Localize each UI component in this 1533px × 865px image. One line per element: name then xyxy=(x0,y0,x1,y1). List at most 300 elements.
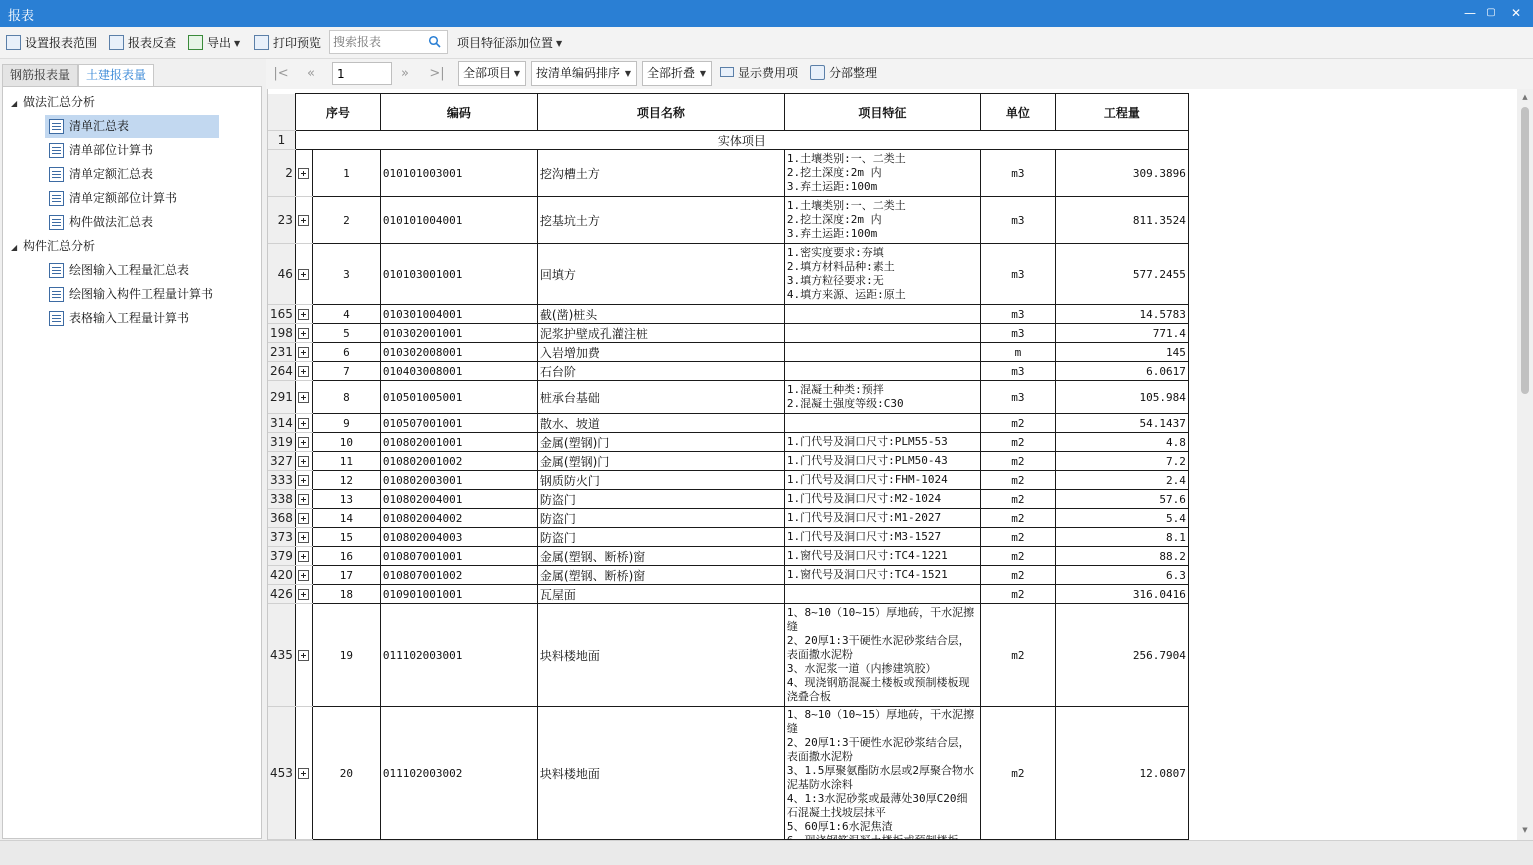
expand-plus-icon[interactable] xyxy=(298,168,309,179)
expand-toggle[interactable] xyxy=(295,343,312,362)
tree-group-label: 做法汇总分析 xyxy=(23,95,96,109)
cell-unit: m2 xyxy=(980,433,1055,452)
expand-toggle[interactable] xyxy=(295,381,312,414)
cell-name: 金属(塑钢、断桥)窗 xyxy=(537,566,784,585)
cell-seq: 11 xyxy=(312,452,380,471)
layers-icon xyxy=(810,65,825,80)
cell-name: 防盗门 xyxy=(537,528,784,547)
cell-feature xyxy=(784,566,980,585)
expand-plus-icon[interactable] xyxy=(298,475,309,486)
feature-position-label: 项目特征添加位置 xyxy=(457,36,554,50)
expand-toggle[interactable] xyxy=(295,566,312,585)
expand-toggle[interactable] xyxy=(295,433,312,452)
set-report-range-label: 设置报表范围 xyxy=(25,36,98,50)
expand-plus-icon[interactable] xyxy=(298,494,309,505)
cell-qty: 811.3524 xyxy=(1055,197,1188,244)
expand-plus-icon[interactable] xyxy=(298,437,309,448)
feature-text: 1.窗代号及洞口尺寸:TC4-1221 xyxy=(786,549,948,562)
table-row[interactable] xyxy=(268,452,1188,471)
filter-dropdown[interactable] xyxy=(458,61,526,86)
expand-toggle[interactable] xyxy=(295,362,312,381)
close-button[interactable]: ✕ xyxy=(1510,6,1522,20)
report-grid xyxy=(267,89,1533,840)
cell-name: 回填方 xyxy=(537,244,784,305)
cell-seq: 3 xyxy=(312,244,380,305)
print-preview-icon xyxy=(254,35,269,50)
expand-toggle[interactable] xyxy=(295,707,312,840)
feature-text: 1.门代号及洞口尺寸:PLM50-43 xyxy=(786,454,948,467)
table-row[interactable] xyxy=(268,509,1188,528)
cell-name: 截(凿)桩头 xyxy=(537,305,784,324)
tree-item-table-input-calc[interactable] xyxy=(45,307,197,330)
tab-rebar-report[interactable]: 钢筋报表量 xyxy=(2,64,78,87)
cell-unit: m2 xyxy=(980,566,1055,585)
grid-toolbar xyxy=(266,59,1533,89)
cell-feature xyxy=(784,471,980,490)
cell-qty: 105.984 xyxy=(1055,381,1188,414)
row-number: 426 xyxy=(268,585,295,604)
row-number: 453 xyxy=(268,707,295,840)
col-header-name[interactable]: 项目名称 xyxy=(537,94,784,131)
tree-item-bill-quota-summary[interactable] xyxy=(45,163,161,186)
tree-item-component-method-summary[interactable] xyxy=(45,211,161,234)
col-header-unit[interactable]: 单位 xyxy=(980,94,1055,131)
vertical-scrollbar[interactable] xyxy=(1517,89,1533,840)
expand-plus-icon[interactable] xyxy=(298,532,309,543)
expand-toggle[interactable] xyxy=(295,528,312,547)
feature-text: 1.门代号及洞口尺寸:FHM-1024 xyxy=(786,473,948,486)
feature-text: 1.密实度要求:夯填 2.填方材料品种:素土 3.填方粒径要求:无 4.填方来源、运距:原土 xyxy=(786,246,906,301)
cell-code: 010807001002 xyxy=(380,566,537,585)
cell-code: 010302008001 xyxy=(380,343,537,362)
cell-feature xyxy=(784,343,980,362)
cell-name: 金属(塑钢)门 xyxy=(537,452,784,471)
cell-unit: m2 xyxy=(980,528,1055,547)
cell-qty: 88.2 xyxy=(1055,547,1188,566)
table-row[interactable] xyxy=(268,490,1188,509)
cell-seq: 10 xyxy=(312,433,380,452)
feature-text: 1.门代号及洞口尺寸:M2-1024 xyxy=(786,492,942,505)
cell-feature xyxy=(784,362,980,381)
cell-unit: m2 xyxy=(980,509,1055,528)
cell-qty: 577.2455 xyxy=(1055,244,1188,305)
expand-toggle[interactable] xyxy=(295,305,312,324)
chevron-down-icon: ▼ xyxy=(513,69,520,78)
cell-feature xyxy=(784,244,980,305)
money-icon xyxy=(720,67,734,77)
cell-code: 010101003001 xyxy=(380,150,537,197)
cell-qty: 57.6 xyxy=(1055,490,1188,509)
tree-item-label: 清单部位计算书 xyxy=(69,143,154,157)
cell-code: 010802004002 xyxy=(380,509,537,528)
cell-feature xyxy=(784,305,980,324)
expand-plus-icon[interactable] xyxy=(298,215,309,226)
feature-text: 1.土壤类别:一、二类土 2.挖土深度:2m 内 3.弃土运距:100m xyxy=(786,152,906,193)
cell-feature xyxy=(784,381,980,414)
cell-seq: 19 xyxy=(312,604,380,707)
cell-unit: m3 xyxy=(980,381,1055,414)
cell-feature xyxy=(784,528,980,547)
report-icon xyxy=(49,215,64,230)
search-input[interactable] xyxy=(333,34,427,50)
print-preview-button[interactable] xyxy=(254,33,321,53)
cell-feature xyxy=(784,414,980,433)
cell-seq: 2 xyxy=(312,197,380,244)
cell-code: 010802001001 xyxy=(380,433,537,452)
table-row[interactable] xyxy=(268,150,1188,197)
set-report-range-button[interactable] xyxy=(6,33,97,53)
row-number: 165 xyxy=(268,305,295,324)
scroll-up-icon[interactable]: ▲ xyxy=(1522,93,1528,101)
cell-feature xyxy=(784,197,980,244)
cell-code: 010301004001 xyxy=(380,305,537,324)
table-row[interactable] xyxy=(268,197,1188,244)
report-icon xyxy=(49,263,64,278)
cell-seq: 7 xyxy=(312,362,380,381)
table-row[interactable] xyxy=(268,471,1188,490)
expand-plus-icon[interactable] xyxy=(298,570,309,581)
cell-qty: 316.0416 xyxy=(1055,585,1188,604)
cell-name: 块料楼地面 xyxy=(537,604,784,707)
feature-text: 1.土壤类别:一、二类土 2.挖土深度:2m 内 3.弃土运距:100m xyxy=(786,199,906,240)
tree-item-bill-location-calc[interactable] xyxy=(45,139,161,162)
page-number-input[interactable] xyxy=(332,62,392,85)
cell-unit: m3 xyxy=(980,150,1055,197)
col-header-qty[interactable]: 工程量 xyxy=(1055,94,1188,131)
first-page-icon[interactable]: |< xyxy=(273,66,289,81)
cell-feature xyxy=(784,585,980,604)
table-row[interactable] xyxy=(268,528,1188,547)
expand-plus-icon[interactable] xyxy=(298,366,309,377)
report-tree xyxy=(2,86,262,839)
cell-unit: m2 xyxy=(980,604,1055,707)
row-number: 198 xyxy=(268,324,295,343)
tree-group-method-summary[interactable] xyxy=(11,93,95,111)
expand-toggle[interactable] xyxy=(295,547,312,566)
cell-qty: 7.2 xyxy=(1055,452,1188,471)
next-page-icon[interactable]: » xyxy=(401,66,409,81)
cell-code: 010901001001 xyxy=(380,585,537,604)
cell-code: 010802004003 xyxy=(380,528,537,547)
cell-seq: 1 xyxy=(312,150,380,197)
report-icon xyxy=(49,191,64,206)
prev-page-icon[interactable]: « xyxy=(307,66,315,81)
table-row[interactable] xyxy=(268,547,1188,566)
feature-text: 1.窗代号及洞口尺寸:TC4-1521 xyxy=(786,568,948,581)
expand-toggle[interactable] xyxy=(295,244,312,305)
expand-toggle[interactable] xyxy=(295,324,312,343)
cell-seq: 4 xyxy=(312,305,380,324)
table-row[interactable] xyxy=(268,343,1188,362)
cell-seq: 12 xyxy=(312,471,380,490)
expand-plus-icon[interactable] xyxy=(298,418,309,429)
row-number: 327 xyxy=(268,452,295,471)
report-icon xyxy=(49,119,64,134)
collapse-arrow-icon[interactable]: ◢ xyxy=(11,99,18,108)
table-row[interactable] xyxy=(268,585,1188,604)
maximize-button[interactable]: ▢ xyxy=(1486,7,1496,18)
expand-plus-icon[interactable] xyxy=(298,269,309,280)
cell-seq: 8 xyxy=(312,381,380,414)
report-tabs xyxy=(0,59,264,87)
col-header-feature[interactable]: 项目特征 xyxy=(784,94,980,131)
cell-seq: 15 xyxy=(312,528,380,547)
cell-feature xyxy=(784,150,980,197)
tree-item-label: 清单定额部位计算书 xyxy=(69,191,178,205)
chevron-down-icon: ▼ xyxy=(699,69,706,78)
organize-sections-label: 分部整理 xyxy=(829,66,878,80)
filter-value: 全部项目 xyxy=(463,66,512,80)
tree-group-component-summary[interactable] xyxy=(11,237,95,255)
table-row[interactable] xyxy=(268,362,1188,381)
table-row[interactable] xyxy=(268,433,1188,452)
expand-toggle[interactable] xyxy=(295,509,312,528)
cell-name: 块料楼地面 xyxy=(537,707,784,840)
cell-seq: 14 xyxy=(312,509,380,528)
cell-unit: m3 xyxy=(980,244,1055,305)
expand-toggle[interactable] xyxy=(295,585,312,604)
row-number: 264 xyxy=(268,362,295,381)
feature-text: 1.门代号及洞口尺寸:PLM55-53 xyxy=(786,435,948,448)
cell-qty: 145 xyxy=(1055,343,1188,362)
feature-text: 1.混凝土种类:预拌 2.混凝土强度等级:C30 xyxy=(786,383,904,410)
feature-text: 1、8~10（10~15）厚地砖，干水泥擦缝 2、20厚1:3干硬性水泥砂浆结合层，表面撒水泥粉 3、1.5厚聚氨酯防水层或2厚聚合物水泥基防水涂料 4、1:3水泥砂浆或最薄处30厚C20细石混凝土找坡层抹平 5、60厚1:6水泥焦渣 xyxy=(786,707,975,833)
expand-plus-icon[interactable] xyxy=(298,589,309,600)
table-row[interactable] xyxy=(268,566,1188,585)
chevron-down-icon: ▼ xyxy=(624,69,631,78)
status-bar xyxy=(0,840,1533,865)
cell-qty: 4.8 xyxy=(1055,433,1188,452)
cell-unit: m2 xyxy=(980,452,1055,471)
cell-seq: 6 xyxy=(312,343,380,362)
expand-toggle[interactable] xyxy=(295,197,312,244)
cell-seq: 18 xyxy=(312,585,380,604)
search-icon[interactable] xyxy=(428,35,442,49)
row-number: 231 xyxy=(268,343,295,362)
expand-plus-icon[interactable] xyxy=(298,768,309,779)
row-number: 314 xyxy=(268,414,295,433)
cell-qty: 309.3896 xyxy=(1055,150,1188,197)
cell-name: 瓦屋面 xyxy=(537,585,784,604)
cell-code: 010802004001 xyxy=(380,490,537,509)
row-number: 338 xyxy=(268,490,295,509)
report-icon xyxy=(49,167,64,182)
cell-unit: m2 xyxy=(980,471,1055,490)
cell-name: 桩承台基础 xyxy=(537,381,784,414)
table-row[interactable] xyxy=(268,381,1188,414)
cell-qty: 256.7904 xyxy=(1055,604,1188,707)
cell-feature xyxy=(784,509,980,528)
cell-feature xyxy=(784,547,980,566)
row-number: 333 xyxy=(268,471,295,490)
row-number: 435 xyxy=(268,604,295,707)
report-icon xyxy=(49,311,64,326)
organize-sections-button[interactable] xyxy=(810,63,877,83)
section-row xyxy=(268,131,1188,150)
expand-toggle[interactable] xyxy=(295,490,312,509)
cell-feature xyxy=(784,490,980,509)
row-number: 379 xyxy=(268,547,295,566)
cell-unit: m2 xyxy=(980,414,1055,433)
last-page-icon[interactable]: >| xyxy=(429,66,445,81)
cell-code: 011102003002 xyxy=(380,707,537,840)
cell-name: 金属(塑钢、断桥)窗 xyxy=(537,547,784,566)
tree-item-label: 绘图输入构件工程量计算书 xyxy=(69,287,214,301)
expand-plus-icon[interactable] xyxy=(298,392,309,403)
cell-seq: 20 xyxy=(312,707,380,840)
expand-plus-icon[interactable] xyxy=(298,551,309,562)
cell-unit: m xyxy=(980,343,1055,362)
cell-code: 010807001001 xyxy=(380,547,537,566)
row-header-corner xyxy=(268,94,295,131)
cell-qty: 6.0617 xyxy=(1055,362,1188,381)
expand-plus-icon[interactable] xyxy=(298,456,309,467)
tree-item-label: 清单汇总表 xyxy=(69,119,130,133)
cell-unit: m3 xyxy=(980,362,1055,381)
cell-name: 挖沟槽土方 xyxy=(537,150,784,197)
col-header-seq[interactable]: 序号 xyxy=(295,94,380,131)
cell-name: 挖基坑土方 xyxy=(537,197,784,244)
tree-item-label: 构件做法汇总表 xyxy=(69,215,154,229)
cell-code: 010802003001 xyxy=(380,471,537,490)
cell-unit: m3 xyxy=(980,324,1055,343)
cell-unit: m3 xyxy=(980,197,1055,244)
excel-export-icon xyxy=(188,35,203,50)
table-row[interactable] xyxy=(268,604,1188,707)
window-title: 报表 xyxy=(8,9,35,24)
expand-plus-icon[interactable] xyxy=(298,650,309,661)
row-number: 373 xyxy=(268,528,295,547)
cell-unit: m3 xyxy=(980,305,1055,324)
expand-toggle[interactable] xyxy=(295,452,312,471)
cell-unit: m2 xyxy=(980,707,1055,840)
feature-text: 1、8~10（10~15）厚地砖，干水泥擦缝 2、20厚1:3干硬性水泥砂浆结合层，表面撒水泥粉 3、水泥浆一道（内掺建筑胶） 4、现浇钢筋混凝土楼板或预制楼板现浇叠合板 xyxy=(786,606,975,703)
chevron-down-icon: ▼ xyxy=(556,39,563,48)
cell-seq: 17 xyxy=(312,566,380,585)
expand-toggle[interactable] xyxy=(295,414,312,433)
cell-code: 010103001001 xyxy=(380,244,537,305)
table-header-row xyxy=(268,94,1188,131)
expand-toggle[interactable] xyxy=(295,471,312,490)
fold-dropdown[interactable] xyxy=(642,61,712,86)
cell-unit: m2 xyxy=(980,547,1055,566)
cell-unit: m2 xyxy=(980,585,1055,604)
cell-code: 011102003001 xyxy=(380,604,537,707)
cell-name: 钢质防火门 xyxy=(537,471,784,490)
cell-code: 010802001002 xyxy=(380,452,537,471)
grid-settings-icon xyxy=(6,35,21,50)
tree-item-drawing-component-calc[interactable] xyxy=(45,283,221,306)
tree-item-bill-quota-location-calc[interactable] xyxy=(45,187,185,210)
section-label: 实体项目 xyxy=(295,131,1188,150)
cell-qty: 14.5783 xyxy=(1055,305,1188,324)
row-number: 319 xyxy=(268,433,295,452)
cell-code: 010507001001 xyxy=(380,414,537,433)
cell-qty: 8.1 xyxy=(1055,528,1188,547)
fold-value: 全部折叠 xyxy=(647,66,696,80)
tree-item-label: 绘图输入工程量汇总表 xyxy=(69,263,190,277)
expand-toggle[interactable] xyxy=(295,604,312,707)
table-row[interactable] xyxy=(268,305,1188,324)
chevron-down-icon: ▼ xyxy=(234,39,241,48)
minimize-button[interactable]: — xyxy=(1464,6,1476,20)
cell-name: 防盗门 xyxy=(537,509,784,528)
expand-plus-icon[interactable] xyxy=(298,309,309,320)
cell-name: 入岩增加费 xyxy=(537,343,784,362)
cell-feature xyxy=(784,433,980,452)
cell-qty: 771.4 xyxy=(1055,324,1188,343)
col-header-code[interactable]: 编码 xyxy=(380,94,537,131)
expand-plus-icon[interactable] xyxy=(298,347,309,358)
cell-feature xyxy=(784,324,980,343)
export-button[interactable] xyxy=(188,33,240,53)
row-number: 368 xyxy=(268,509,295,528)
tree-item-label: 表格输入工程量计算书 xyxy=(69,311,190,325)
cell-code: 010403008001 xyxy=(380,362,537,381)
bill-summary-table xyxy=(268,93,1189,840)
cell-feature xyxy=(784,707,980,840)
row-number: 1 xyxy=(268,131,295,150)
tree-item-bill-summary[interactable] xyxy=(45,115,219,138)
tree-group-label: 构件汇总分析 xyxy=(23,239,96,253)
expand-toggle[interactable] xyxy=(295,150,312,197)
cell-unit: m2 xyxy=(980,490,1055,509)
scrollbar-thumb[interactable] xyxy=(1521,107,1529,394)
cell-seq: 16 xyxy=(312,547,380,566)
feature-position-dropdown[interactable] xyxy=(457,33,562,53)
row-number: 291 xyxy=(268,381,295,414)
report-icon xyxy=(49,287,64,302)
cell-code: 010101004001 xyxy=(380,197,537,244)
title-bar xyxy=(0,0,1533,27)
cell-code: 010302001001 xyxy=(380,324,537,343)
tree-item-drawing-quantity-summary[interactable] xyxy=(45,259,197,282)
cell-qty: 5.4 xyxy=(1055,509,1188,528)
tab-civil-report[interactable]: 土建报表量 xyxy=(78,64,154,87)
cell-seq: 5 xyxy=(312,324,380,343)
table-row[interactable] xyxy=(268,244,1188,305)
cell-feature xyxy=(784,604,980,707)
print-preview-label: 打印预览 xyxy=(273,36,322,50)
table-row[interactable] xyxy=(268,324,1188,343)
row-number: 46 xyxy=(268,244,295,305)
table-row[interactable] xyxy=(268,707,1188,840)
cell-seq: 13 xyxy=(312,490,380,509)
expand-plus-icon[interactable] xyxy=(298,328,309,339)
cell-name: 金属(塑钢)门 xyxy=(537,433,784,452)
report-search-icon xyxy=(109,35,124,50)
collapse-arrow-icon[interactable]: ◢ xyxy=(11,243,18,252)
expand-plus-icon[interactable] xyxy=(298,513,309,524)
export-label: 导出 xyxy=(207,36,232,50)
table-row[interactable] xyxy=(268,414,1188,433)
cell-qty: 12.0807 xyxy=(1055,707,1188,840)
cell-qty: 6.3 xyxy=(1055,566,1188,585)
cell-seq: 9 xyxy=(312,414,380,433)
left-panel xyxy=(0,59,264,840)
scroll-down-icon[interactable]: ▼ xyxy=(1522,826,1528,834)
cell-qty: 2.4 xyxy=(1055,471,1188,490)
report-search-box[interactable] xyxy=(329,30,448,54)
main-toolbar xyxy=(0,27,1533,59)
report-icon xyxy=(49,143,64,158)
cell-code: 010501005001 xyxy=(380,381,537,414)
sort-dropdown[interactable] xyxy=(531,61,637,86)
report-reverse-check-button[interactable] xyxy=(109,33,176,53)
feature-text: 1.门代号及洞口尺寸:M3-1527 xyxy=(786,530,942,543)
show-fees-button[interactable] xyxy=(720,63,798,83)
tree-item-label: 清单定额汇总表 xyxy=(69,167,154,181)
